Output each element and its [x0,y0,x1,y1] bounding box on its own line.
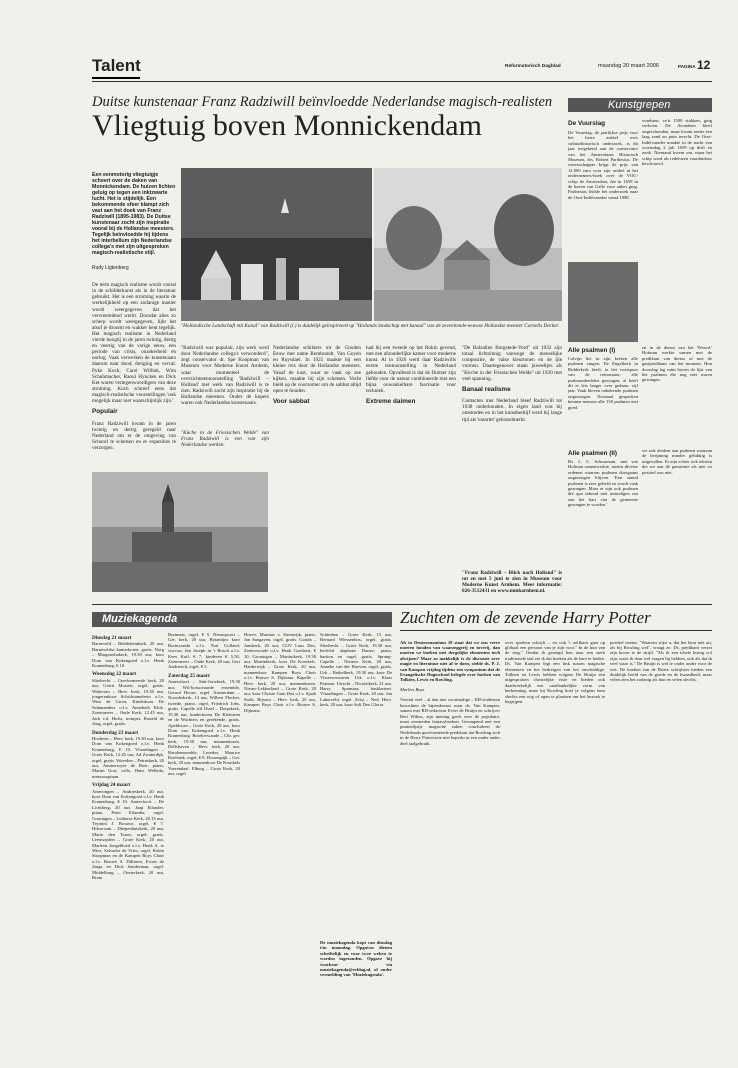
potter-title: Zuchten om de zevende Harry Potter [400,608,651,627]
painting-kirche-svg [92,472,268,592]
subhead-populair: Populair [92,408,118,416]
agenda-entry: Amersfoort – Sint-Joriskerk, 19.30 uur, Wtl-bossovaarde ensemble, Gerard Hoorn, orgel. Amsterdam – Noorderkerk, 14 uur, Wilbert Flecher, tweede, piano, orgel, Friedrich Jobs, gratis. Capelle a/d IJssel – Dorpskerk, 19.30 uur, kinderkoren De Kleinsten en de Wachters en gerekende, gratis. Apeldoorn – Grote Kerk, 20 uur, koor Dom van Kokengoed o.l.v. Henk Kranenburg. Broekerwaude – Chr. ger. kerk, 19.30 uur, mannenkoren. Delfshaven – Herv. kerk, 20 uur, Barokensemble, Lourdes, Maurice Roelvink, orgel, € 8. Doornspijk – Ger. kerk, 20 uur, mannenkoor De Kronkels Voerendaal. Elburg – Grote Kerk, 20 uur, orgel. [168,679,240,777]
vuurslag-text-2: vondsten, zo'n 1500 stukken, ging verloren. De Avondster bleef ongeschonden, maar kwam onder een laag zand en puin terecht. De Oost-Indiëvaarder maakte in de nacht van woensdag 2 juli 1659 op drift en zonk. Niemand kwam om, maar het schip werd als redelozen vaarduidoos beschouwd. [642,118,712,167]
potter-author: Marlies Buys [400,687,425,693]
psalmen-1-text-2: en in de dienst van het 'Woord.' Hofman werkte samen met de predikant van dienst of met de gastpredikant van het moment. Hun doorslag lag ruim boven de lijst van het psalmen die nog niet waren gezongen. [642,345,712,383]
kunstgrepen-header [568,98,712,112]
article-intro: Een eenmotorig vliegtuigje scheert over de daken van Monnickendam. De huizen lichten geluig op tegen een inktzwarte lucht. Het is stijdelijk. Een bekommende sfeer klampt zich vast aan het doek van Franz Radziwill (1895-1983). De Duitse kunstenaar zocht zijn inspiratie vooral bij de Hollandse meesters. Tegelijk beïnvloedde hij tijdens het interbellum zijn Nederlandse collega's met zijn uitgesproken magisch-realistische stijl. [92,172,176,256]
agenda-day: Vrijdag 24 maart [92,782,131,789]
painting-kirche-photo [92,472,268,592]
agenda-entry: Hooheen – Herv. kerk, 19.30 uur, koor Dom van Kokengoed o.l.v. Henk Kranenburg, € 10. Vlaardingen – Grote Kerk, 12.45 uur, Ad Zwaterdijk, orgel, gratis. Woerden – Petruskerk, 20 uur, Ammersoyer de Boer, piano, Martin Gort, cello, Hans Welleda, mezzosopraan. [92,735,164,779]
agenda-day: Donderdag 23 maart [92,729,139,736]
article-col-3 [273,340,361,590]
photo-caption: "Hollandische Landschaft mit Kanal" van Radziwill (l.) is duidelijk geïnspireerd op "Hollands landschap met kanaal" van de zeventiende-eeuwse Hollandse meester Cornelis Decker. [181,323,560,329]
psalmen-2-text: Ds. L. C. Schuurman, met wie Hofman samenwerkte, noemt diverse redenen waarom psalmen doorgaans ongezongen blijven. 'Een aantal psalmen is zeer geliefd en wordt vaak gezongen. Maar er zijn ook psalmen die qua inhoud niet uitnodigen om aan het hart van de gemeente gezongen te worden.' [568,459,638,508]
agenda-day: Zaterdag 25 maart [168,672,210,679]
article-col-4-text: had hij een tweede op het Rokin gevend, met een afzonderlijke kamer voor moderne kunst. Al in 1926 werd daar Radziwills eerste tentoonstelling in Nederland gehouden. Opvallend is dat de Duitser zijn liefde voor de natuur combineerde met een bijna onwankelbare fascinatie voor techniek. [366,345,456,394]
masthead [0,0,738,92]
potter-col-1 [400,635,500,1055]
agenda-entry: Hoeve, Marinus v. Strenwijk, piano, Jan Sangaven, orgel, gratis. Gouda – Janskerk, 20 uur, COV Laus Deo, Zoeterwoude o.l.v. Henk Goedaert, € 10. Groningen – Martinikerk, 19.30 uur, Martinikerk, koor De Kronkels. Harderwijk – Grote Kerk, 20 uur, mannenkoor Kampen Boys Choir o.l.v. Bouwe S. Dijksma. Kapelle – Herv. kerk, 20 uur, mannenkoren. Nieuw-Lekkerland – Grote Kerk, 20 uur, koor Christe Gam Dea o.l.v. Sjaak Stolk. Rijssen – Herv. kerk, 20 uur, Kampen Boys Choir o.l.v. Bouwe S. Dijksma. [244,632,316,713]
agenda-entry: Schiedam – Grote Kerk, 15 uur, Bernard Wiessenbos, orgel, gratis. Sliedrecht – Grote Kerk, 19.30 uur, herlobd alaphons Dunze, piano, bariton en orgel, gratis. Sprang-Capelle – Nieuwe Kerk, 20 uur, Anneke van der Hoeven, orgel, gratis. Urk – Bethelkerk, 19.30 uur, koor De Vissersvrouwen Urk o.l.v. Klaas Pasman. Utrecht – Nicolaïkerk, 21 uur, Harry Sparnaay, basklarinet. Vlaardingen – Grote Kerk, 20 uur, Jan Lakerveld, orgel. Zeist – Ned. Herv. kerk, 20 uur, koor Soli Deo Gloria. [320,632,392,708]
potter-col-3-text: positief noemt. "Waarom wijst u, dat het hem niet uit, als bij Rowling wel", vraagt ze. Ds. predikant verzet zijn hoorn te de strijd. "Als ik een ichele lezing vol zijn, moet ik daar wel vragen bij hebben, ook als dat ik veel waar is." De Bruijn is wel te onder ander voor de wet. De boeken van de Britse schrijfster bieden een duidelijk beeld van de goede en de kwaadheid, maar velen zien het zodanig als hun en velen slechts. [610,639,712,683]
article-col-1b-text: Franz Radziwill kwam in de jaren twintig en dertig geregeld naar Nederland om er de omgeving van Schoorl te schetsen en er exposities te verzorgen. [92,420,176,451]
agenda-col-4 [320,632,392,932]
psalmen-1-title: Alle psalmen (I) [568,347,616,354]
vuurslag-title: De Vuurslag [568,120,606,127]
subhead-extreme: Extreme daimen [366,398,416,406]
agenda-col-1 [92,632,164,1052]
kunstgrepen-heading: Kunstgrepen [608,99,671,111]
article-col-1 [92,277,176,461]
agenda-entry: Barneveld – Bethlehemkerk, 20 uur, Barneveldse kamerkoren, gratis. Norg – Margarethakerk, 19.30 uur, koor Dom van Kokengoed o.l.v. Henk Kranenburg, € 10. [92,641,164,669]
article-col-5 [462,340,562,590]
article-col-3-text: Nederlandse schilders uit de Gouden Eeuw met name Rembrandt, Van Goyen en Ruysdael. In 1925 maakte hij een kleine reis door de Hollandse meesters. Vanaf de kust, waar ze vaak op zee kijken, maakte hij zijn schetsen. Vecht hield op de voorzomer om de sabbat altijd open te houden. [273,345,361,394]
muziekagenda-header [92,612,392,627]
article-col-1-text: De term magisch realisme wordt vooral in de schilderkunst als in de literatuur gebruikt. Het is een stroming waarin de werkelijkheid op een zodanige manier wordt weergegeven dat het vervreemdend werkt. Doordat alles zo scherp wordt weergegeven, lijkt het alsof je droomt en wakker bent tegelijk. Het magisch realisme in Nederland vierde hoogtij in de jaren twintig, dertig en veertig van de vorige eeuw, een periode van crisis, onzekerheid en oorlog. Vaak verwerken de kunstenaars daarom naar dood, dreiging en verval. Pyke Koch, Carel Willink, Wim Schuhmacher, Raoul Hynckes en Dick Ket waren vertegenwoordigers van deze stroming. Koch schreef eens dat magisch-realistische voorstellingen 'ook mogelijk maar niet waarschijnlijk zijn.' [92,282,176,404]
masthead-section-logo [92,56,141,76]
agenda-day: Woensdag 22 maart [92,671,137,678]
agenda-entry: Brzinson, orgel, € 5. Nieuwpoort – Ger. kerk, 20 uur, Bytantijns koor Bortnyanski o.l.v. Yuri Golland, viscosa, Jan Joseph in 't Bosch o.l.v. Kees Kuil, € 7, kinderen € 5,50. Zoetermeer – Oude Kerk, 20 uur, Gert Andriesch, orgel, € 5. [168,632,240,670]
paper-name: Reformatorisch Dagblad [505,64,561,69]
masthead-underline [92,77,140,79]
photo-caption-2: "Küche in de Friesischen Welde" van Franz Radziwill is een van zijn Nederlandse werken. [181,430,269,449]
article-col-4 [366,340,456,590]
subhead-banaal: Banaal realisme [462,385,511,393]
potter-col-3 [610,635,712,1055]
psalmen-2-text-2: we ook denken aan psalmen waarvan de berijming minder gelukkig is uitgevallen. Er zijn echter ook teksten die we aan de gemeente als niet zo positief zou niet. [642,448,712,475]
article-col-5b-text: Contacten met Nederland bleef Radziwill tot 1938 onderhouden. In eigen land was hij omstreden en in het kunstbedrijf werd hij lange tijd als 'entartet' gebrandmerkt. [462,398,562,423]
subhead-voor-sabbat: Voor sabbat [273,398,310,406]
article-col-2-text: "Radziwill was populair, zijn werk werd door Nederlandse collega's verwonderd", zegt conservator dr. Spe Koopman van Museum voor Moderne Kunst Arnhem, waar momenteel de overzichtstentoonstelling 'Radziwill – Holland' met werk van Radziwill is te zien. Radziwill zocht zijn inspiratie bij de Hollandse meesters. Onder de kopers waren ook Nederlandse kunstenaars. [181,345,269,407]
potter-col-2 [505,635,605,1055]
psalmen-1-text: Calvijn liet in zijn kerken alle psalmen zingen. De Engelkerk in Ridderkerk heeft, in het voetspoor van de reformator, alle psalmonderdelen gezongen, al heeft dit er lets langer over gedaan: vijf jaar. Vaak bleven onbekende psalmen ongezongen. Normaal gesproken kennen mensen alle 150 psalmen niet goed. [568,356,638,410]
potter-intro: Als in Deuteronomium 18 staat dat we ons verre moeten houden van waarzeggerij en toverij, dan moeten we boeken met dergelijke elementen toch afwijzen? Maar zo makkelijk is de discussie over magie en literatuur niet af te doen, stelde ds. P. J. van Kampen vrijdag tijdens een symposium dat de Evangelische Hogeschool belegde over boeken van Tolkien, Lewis en Rowling. [400,639,500,683]
page-number: 12 [697,58,711,72]
potter-col-2-text: over spreken schrijft – en ook 't zelfkant gaat op globaal een persoon van je zijn voor." In de hun van de ring." Omdat ik geneigd ben naar een sterk traditionele taal zie ik dat boeken als de hare te leiden. Ds. Van Kampen legt een link tussen magische elementen en het bedreigen van het onschuldige. Tolkien en Lewis hebben volgens De Bruijn een uitgesproken christelijke visie en bieden ook daadwerkelijk een onafhankelijke vorm van herkenning, maar bij Rowling hoef je volgens hem slechts een oog of ogen te plaatsen om het bezoek te begrijpen. [505,639,605,705]
agenda-footer-note: De muziekagenda kopt van dinsdag t/m maandag. Opgaven dienen schriftelijk en voor twee weken te worden ingezonden. Opgave bij voorkeur via muziekagenda@refdag.nl, of onder vermelding van 'Muziekagenda'. [320,940,392,978]
agenda-col-2 [168,632,240,1052]
masthead-date: maandag 20 maart 2006 [598,63,659,69]
muziekagenda-heading: Muziekagenda [102,613,178,625]
article-author: Rudy Ligtenberg [92,265,129,271]
section-title: Talent [92,56,141,75]
article-col-5-text: "De Balzaline Borgstede-Vord" uit 1932 zijn totaal lichtzinnig vanwege de menselijke compositie, de valse kleurtonen en de ijle vormen. Daartegenover staan juweeltjes als "Kirche in der Friesischen Welde" uit 1930 met veel spanning. [462,345,562,382]
potter-col-1-text: Voortal veel – al dan niet voortmalige – EH-studenten bezochten de bijeenkomst waar ds. Van Kampen, samen met RD-redacteur Evert de Bruijn en schrijver Bert Wilms, zijn mening geeft over de populaire, maar omstreden fantasyboeken. Gevuupend met een puntenlijstje magische zaken concludeert de Nederlands gereformeerde predikant dat Rowling zich in de Harry Potterserie niet beperkt in een onder ander deel taalgebruik. [400,697,500,746]
potter-title-rule [400,630,712,631]
masthead-rule [92,81,712,82]
agenda-day: Dinsdag 21 maart [92,635,132,641]
agenda-entry: Sliedrecht – Gereformeerde kerk, 20 uur, Gerrit Mostert, orgel, gratis. Wekerom – Herv. kerk, 19.30 uur, jongerenkoor Schichtamelerin o.l.v. Wim de Groot, Kinderkoor De Salamanders o.l.v. Annebeth Klok. Zoetermeer – Oude Kerk, 12.45 uur, Jack v.d. Hulst, trompet, Ronald de Jong, orgel, gratis. [92,677,164,727]
section-divider [92,604,712,605]
ship-wreck-photo [568,262,638,342]
article-kicker: Duitse kunstenaar Franz Radziwill beïnvloedde Nederlandse magisch-realisten [92,94,553,110]
painting-radziwill-svg [181,168,372,321]
psalmen-2-title: Alle psalmen (II) [568,450,618,457]
exhibit-note: "Franz Radziwill – Blick nach Holland" is tot en met 5 juni te zien in Museum voor Moderne Kunst Arnhem. Meer informatie: 026-3512431 en www.mmkarnhem.nl. [462,570,562,595]
agenda-entry: Amerongen – Andrieskerk, 20 uur, koor Dom van Kokengoed o.l.v. Henk Kranenburg, € 10. Amersfoort – De Lichtberg, 20 uur, Jaap Eilander, piano, Peter Eilander, orgel. Groningen – Lutherse Kerk, 20.15 uur, Trymini J. Brouwe, orgel, € 7. Hilversum – Dhepenhuiskerk, 20 uur, Mario den Toom, orgel, gratis. Leeuwarden – Grote Kerk, 20 uur, Marleen Jongebloed o.l.v. Henk A. te Wies, Salvador de Vries, orgel, Robin Stoopman en de Kampen Boys Choir o.l.v. Bouwe S. Dillasen, Ewart de Jongs en Dick Sanderman, orgel. Middelburg – Oosterkerk, 20 uur, Bram [92,788,164,881]
article-title: Vliegtuig boven Monnickendam [92,109,482,142]
agenda-col-3 [244,632,316,1052]
painting-radziwill-photo [181,168,372,321]
page-label: PAGINA [678,64,696,69]
vuurslag-text: De Vuurslag, de jaarlijkse prijs voor het beste artikel over cultuurhistorisch onderzoek, is dit jaar toegekend aan de conservator van het Amsterdams Historisch Museum, drs. Robert Parthesius. De wetenschapper krijgt de prijs van 12.000 euro voor zijn artikel in het ondernemers-boek over de VOC-schip de Amsterdam, dat in 1659 in de haven van Galle voor anker ging. Parthesius leidde het onderzoek naar de Oost-Indiëvaarder vanaf 1998. [568,130,638,200]
painting-decker-photo [374,168,562,321]
painting-decker-svg [374,168,562,321]
